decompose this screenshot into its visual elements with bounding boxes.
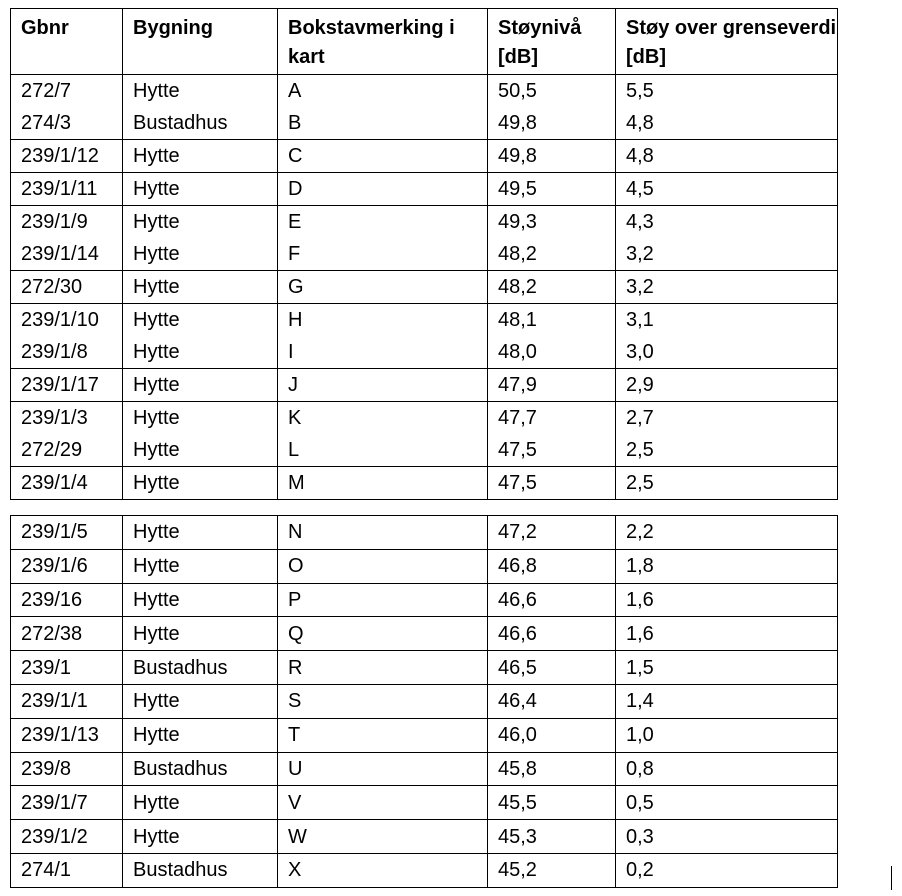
cell-gbnr: 239/1 <box>11 651 123 685</box>
table-row <box>11 549 838 583</box>
table-row <box>11 820 838 854</box>
noise-table-part-one <box>10 8 838 500</box>
cell-bokstav: U <box>278 752 488 786</box>
table-row <box>11 617 838 651</box>
cell-gbnr: 272/29 <box>11 434 123 467</box>
table-one-body <box>11 75 838 500</box>
cell-gbnr: 239/1/17 <box>11 369 123 402</box>
cell-gbnr: 239/1/12 <box>11 140 123 173</box>
cell-gbnr: 239/1/2 <box>11 820 123 854</box>
cell-bokstav: B <box>278 107 488 140</box>
cell-bokstav: Q <box>278 617 488 651</box>
cell-stoy-over: 2,7 <box>616 402 838 435</box>
cell-bygning: Hytte <box>123 467 278 500</box>
cell-stoynivaa: 48,1 <box>488 304 616 337</box>
cell-stoynivaa: 48,2 <box>488 271 616 304</box>
cell-bygning: Hytte <box>123 718 278 752</box>
cell-gbnr: 239/1/11 <box>11 173 123 206</box>
cell-stoynivaa: 47,5 <box>488 434 616 467</box>
cell-bokstav: V <box>278 786 488 820</box>
cell-stoy-over: 0,2 <box>616 853 838 887</box>
table-row <box>11 336 838 369</box>
cell-bygning: Hytte <box>123 402 278 435</box>
cell-bygning: Hytte <box>123 549 278 583</box>
cell-bokstav: W <box>278 820 488 854</box>
cell-stoynivaa: 46,6 <box>488 617 616 651</box>
cell-bokstav: A <box>278 75 488 108</box>
cell-bokstav: C <box>278 140 488 173</box>
cell-stoynivaa: 46,0 <box>488 718 616 752</box>
cell-stoynivaa: 46,4 <box>488 684 616 718</box>
table-row <box>11 434 838 467</box>
cell-gbnr: 274/1 <box>11 853 123 887</box>
cell-gbnr: 272/38 <box>11 617 123 651</box>
cell-bokstav: M <box>278 467 488 500</box>
cell-bokstav: L <box>278 434 488 467</box>
table-row <box>11 583 838 617</box>
cell-bokstav: E <box>278 206 488 239</box>
cell-bygning: Hytte <box>123 516 278 550</box>
cell-stoynivaa: 49,8 <box>488 140 616 173</box>
cell-bokstav: T <box>278 718 488 752</box>
cell-stoy-over: 1,4 <box>616 684 838 718</box>
cell-gbnr: 239/1/10 <box>11 304 123 337</box>
cell-bokstav: S <box>278 684 488 718</box>
cell-bokstav: X <box>278 853 488 887</box>
cell-bygning: Hytte <box>123 238 278 271</box>
cell-gbnr: 239/1/1 <box>11 684 123 718</box>
cell-gbnr: 239/1/8 <box>11 336 123 369</box>
header-stoynivaa: Støynivå [dB] <box>488 9 616 75</box>
cell-bokstav: F <box>278 238 488 271</box>
table-row <box>11 206 838 239</box>
cell-stoynivaa: 48,2 <box>488 238 616 271</box>
cell-stoy-over: 1,0 <box>616 718 838 752</box>
cell-gbnr: 239/1/3 <box>11 402 123 435</box>
cell-bokstav: D <box>278 173 488 206</box>
cell-stoy-over: 0,3 <box>616 820 838 854</box>
cell-stoynivaa: 45,2 <box>488 853 616 887</box>
cell-bokstav: G <box>278 271 488 304</box>
table-row <box>11 684 838 718</box>
table-row <box>11 651 838 685</box>
cell-stoynivaa: 48,0 <box>488 336 616 369</box>
table-row <box>11 853 838 887</box>
cell-stoy-over: 0,8 <box>616 752 838 786</box>
cell-bygning: Hytte <box>123 583 278 617</box>
cell-gbnr: 239/1/6 <box>11 549 123 583</box>
cell-gbnr: 239/1/9 <box>11 206 123 239</box>
noise-table-part-two <box>10 515 838 888</box>
cell-stoy-over: 1,6 <box>616 617 838 651</box>
table-row <box>11 467 838 500</box>
header-bygning: Bygning <box>123 9 278 75</box>
cell-gbnr: 239/16 <box>11 583 123 617</box>
cell-stoy-over: 1,8 <box>616 549 838 583</box>
cell-bygning: Hytte <box>123 271 278 304</box>
cell-stoy-over: 2,9 <box>616 369 838 402</box>
cell-bygning: Hytte <box>123 206 278 239</box>
cell-bygning: Hytte <box>123 336 278 369</box>
cell-bokstav: P <box>278 583 488 617</box>
cell-gbnr: 239/1/4 <box>11 467 123 500</box>
cell-gbnr: 239/1/7 <box>11 786 123 820</box>
cell-stoy-over: 1,6 <box>616 583 838 617</box>
cell-gbnr: 272/30 <box>11 271 123 304</box>
table-row <box>11 718 838 752</box>
cell-stoy-over: 4,8 <box>616 140 838 173</box>
table-row <box>11 369 838 402</box>
table-row <box>11 402 838 435</box>
cell-gbnr: 239/1/14 <box>11 238 123 271</box>
cell-stoynivaa: 47,5 <box>488 467 616 500</box>
cell-stoynivaa: 47,2 <box>488 516 616 550</box>
table-two-body <box>11 516 838 888</box>
cell-bygning: Hytte <box>123 820 278 854</box>
table-row <box>11 140 838 173</box>
cell-stoynivaa: 47,7 <box>488 402 616 435</box>
cell-gbnr: 239/1/5 <box>11 516 123 550</box>
cell-stoy-over: 3,0 <box>616 336 838 369</box>
cell-bygning: Bustadhus <box>123 752 278 786</box>
table-row <box>11 107 838 140</box>
cell-gbnr: 239/8 <box>11 752 123 786</box>
cell-stoynivaa: 45,5 <box>488 786 616 820</box>
cell-stoynivaa: 47,9 <box>488 369 616 402</box>
cell-stoy-over: 4,3 <box>616 206 838 239</box>
cell-stoynivaa: 49,8 <box>488 107 616 140</box>
cell-bokstav: N <box>278 516 488 550</box>
cell-stoynivaa: 49,5 <box>488 173 616 206</box>
header-bokstavmerking: Bokstavmerking i kart <box>278 9 488 75</box>
cell-bygning: Hytte <box>123 140 278 173</box>
table-row <box>11 271 838 304</box>
cell-bygning: Hytte <box>123 304 278 337</box>
cell-stoy-over: 0,5 <box>616 786 838 820</box>
cell-bygning: Hytte <box>123 75 278 108</box>
cell-bokstav: K <box>278 402 488 435</box>
cell-stoy-over: 4,8 <box>616 107 838 140</box>
cell-bygning: Bustadhus <box>123 107 278 140</box>
cell-stoynivaa: 46,6 <box>488 583 616 617</box>
cell-bokstav: O <box>278 549 488 583</box>
table-row <box>11 786 838 820</box>
cell-bygning: Hytte <box>123 786 278 820</box>
cell-stoy-over: 3,2 <box>616 271 838 304</box>
cell-stoynivaa: 46,8 <box>488 549 616 583</box>
table-row <box>11 752 838 786</box>
cell-gbnr: 272/7 <box>11 75 123 108</box>
table-row <box>11 238 838 271</box>
cell-stoy-over: 2,5 <box>616 434 838 467</box>
cell-stoynivaa: 45,8 <box>488 752 616 786</box>
cell-bygning: Hytte <box>123 173 278 206</box>
cell-bygning: Bustadhus <box>123 853 278 887</box>
cell-stoy-over: 4,5 <box>616 173 838 206</box>
table-row <box>11 516 838 550</box>
cell-bygning: Hytte <box>123 369 278 402</box>
header-stoy-over-grenseverdi: Støy over grenseverdi [dB] <box>616 9 838 75</box>
cell-bokstav: J <box>278 369 488 402</box>
cell-stoynivaa: 49,3 <box>488 206 616 239</box>
cell-bygning: Hytte <box>123 684 278 718</box>
table-row <box>11 304 838 337</box>
cell-bokstav: R <box>278 651 488 685</box>
cell-stoy-over: 3,1 <box>616 304 838 337</box>
page-edge-mark <box>891 866 892 890</box>
cell-bygning: Hytte <box>123 617 278 651</box>
cell-gbnr: 239/1/13 <box>11 718 123 752</box>
cell-bokstav: I <box>278 336 488 369</box>
cell-stoy-over: 3,2 <box>616 238 838 271</box>
cell-gbnr: 274/3 <box>11 107 123 140</box>
table-row <box>11 75 838 108</box>
table-row <box>11 173 838 206</box>
cell-stoynivaa: 46,5 <box>488 651 616 685</box>
header-gbnr: Gbnr <box>11 9 123 75</box>
cell-stoy-over: 2,5 <box>616 467 838 500</box>
cell-stoynivaa: 45,3 <box>488 820 616 854</box>
cell-stoy-over: 1,5 <box>616 651 838 685</box>
cell-stoy-over: 5,5 <box>616 75 838 108</box>
cell-stoy-over: 2,2 <box>616 516 838 550</box>
cell-stoynivaa: 50,5 <box>488 75 616 108</box>
cell-bygning: Hytte <box>123 434 278 467</box>
header-row <box>11 9 838 75</box>
cell-bygning: Bustadhus <box>123 651 278 685</box>
cell-bokstav: H <box>278 304 488 337</box>
